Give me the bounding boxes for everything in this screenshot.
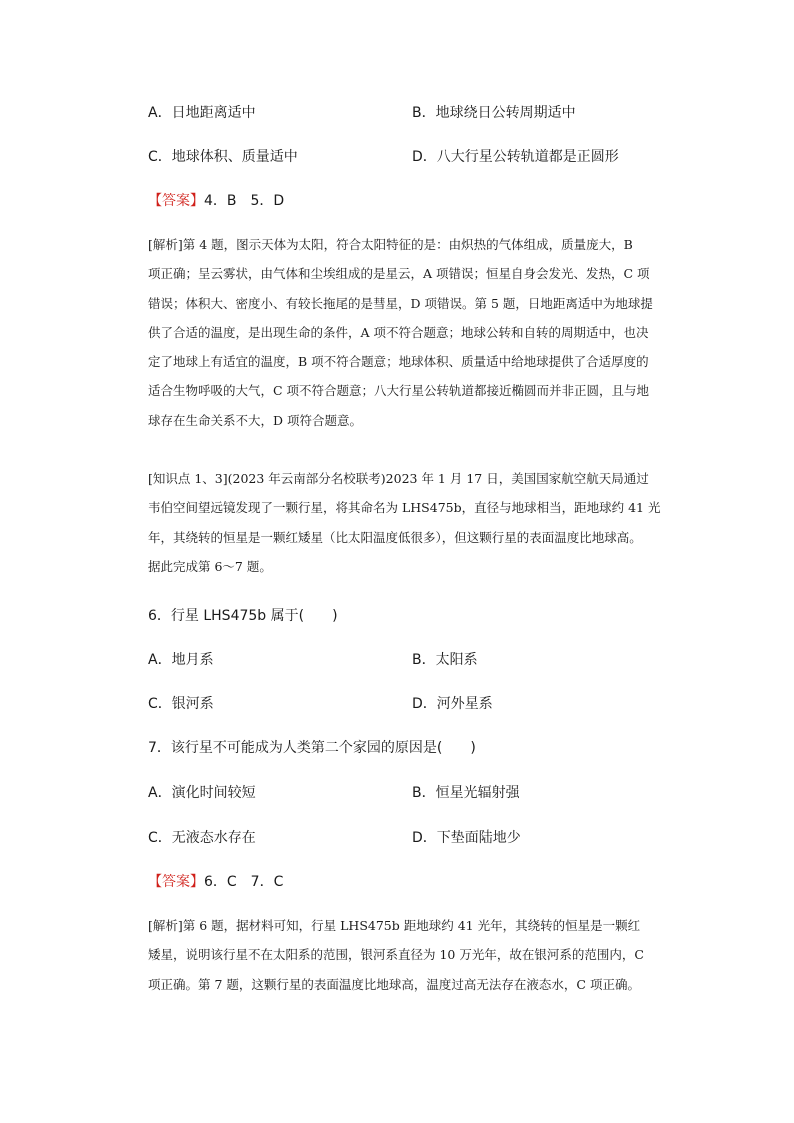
q7-option-d: D．下垫面陆地少 — [412, 830, 521, 846]
answer-tag: 【答案】 — [148, 193, 204, 209]
analysis-4-5 — [148, 230, 668, 435]
q6-stem: 6．行星 LHS475b 属于( ) — [148, 608, 338, 624]
material-line: 据此完成第 6～7 题。 — [148, 558, 272, 574]
analysis-line: 矮星，说明该行星不在太阳系的范围，银河系直径为 10 万光年，故在银河系的范围内，C — [148, 947, 644, 963]
answer-tag: 【答案】 — [148, 874, 204, 890]
q6-option-a: A．地月系 — [148, 652, 214, 668]
q7-option-a: A．演化时间较短 — [148, 785, 256, 801]
q4-option-a: A．日地距离适中 — [148, 105, 256, 121]
q7-stem: 7．该行星不可能成为人类第二个家园的原因是( ) — [148, 740, 476, 756]
analysis-6-7 — [148, 911, 668, 999]
analysis-line: 错误；体积大、密度小、有较长拖尾的是彗星，D 项错误。第 5 题，日地距离适中为地球提 — [148, 295, 653, 311]
answer-text: 4．B 5．D — [204, 193, 285, 209]
answer-text: 6．C 7．C — [204, 874, 284, 890]
answer-4-5 — [148, 191, 284, 211]
analysis-line: 定了地球上有适宜的温度，B 项不符合题意；地球体积、质量适中给地球提供了合适厚度的 — [148, 354, 649, 370]
q4-option-c: C．地球体积、质量适中 — [148, 149, 298, 165]
q4-option-b: B．地球绕日公转周期适中 — [412, 105, 576, 121]
q6-option-c: C．银河系 — [148, 696, 214, 712]
q7-option-b: B．恒星光辐射强 — [412, 785, 520, 801]
material-line: 年，其绕转的恒星是一颗红矮星（比太阳温度低很多），但这颗行星的表面温度比地球高。 — [148, 529, 642, 545]
analysis-line: 供了合适的温度，是出现生命的条件，A 项不符合题意；地球公转和自转的周期适中，也决 — [148, 324, 649, 340]
answer-6-7 — [148, 872, 283, 892]
material-line: [知识点 1、3](2023 年云南部分名校联考)2023 年 1 月 17 日，美国国家航空航天局通过 — [148, 471, 649, 486]
q4-option-d: D．八大行星公转轨道都是正圆形 — [412, 149, 619, 165]
q7-option-c: C．无液态水存在 — [148, 830, 256, 846]
analysis-line: 项正确。第 7 题，这颗行星的表面温度比地球高，温度过高无法存在液态水，C 项正确。 — [148, 976, 640, 992]
q6-option-b: B．太阳系 — [412, 652, 478, 668]
material-passage — [148, 464, 668, 581]
analysis-line: 球存在生命关系不大，D 项符合题意。 — [148, 412, 362, 428]
analysis-line: [解析]第 6 题，据材料可知，行星 LHS475b 距地球约 41 光年，其绕转的恒星是一颗红 — [148, 918, 641, 933]
material-line: 韦伯空间望远镜发现了一颗行星，将其命名为 LHS475b，直径与地球相当，距地球约 41 光 — [148, 500, 661, 516]
analysis-line: 适合生物呼吸的大气，C 项不符合题意；八大行星公转轨道都接近椭圆而并非正圆，且与地 — [148, 383, 650, 399]
analysis-line: [解析]第 4 题，图示天体为太阳，符合太阳特征的是：由炽热的气体组成，质量庞大，B — [148, 237, 633, 252]
analysis-line: 项正确；呈云雾状，由气体和尘埃组成的是星云，A 项错误；恒星自身会发光、发热，C 项 — [148, 266, 650, 282]
q6-option-d: D．河外星系 — [412, 696, 493, 712]
